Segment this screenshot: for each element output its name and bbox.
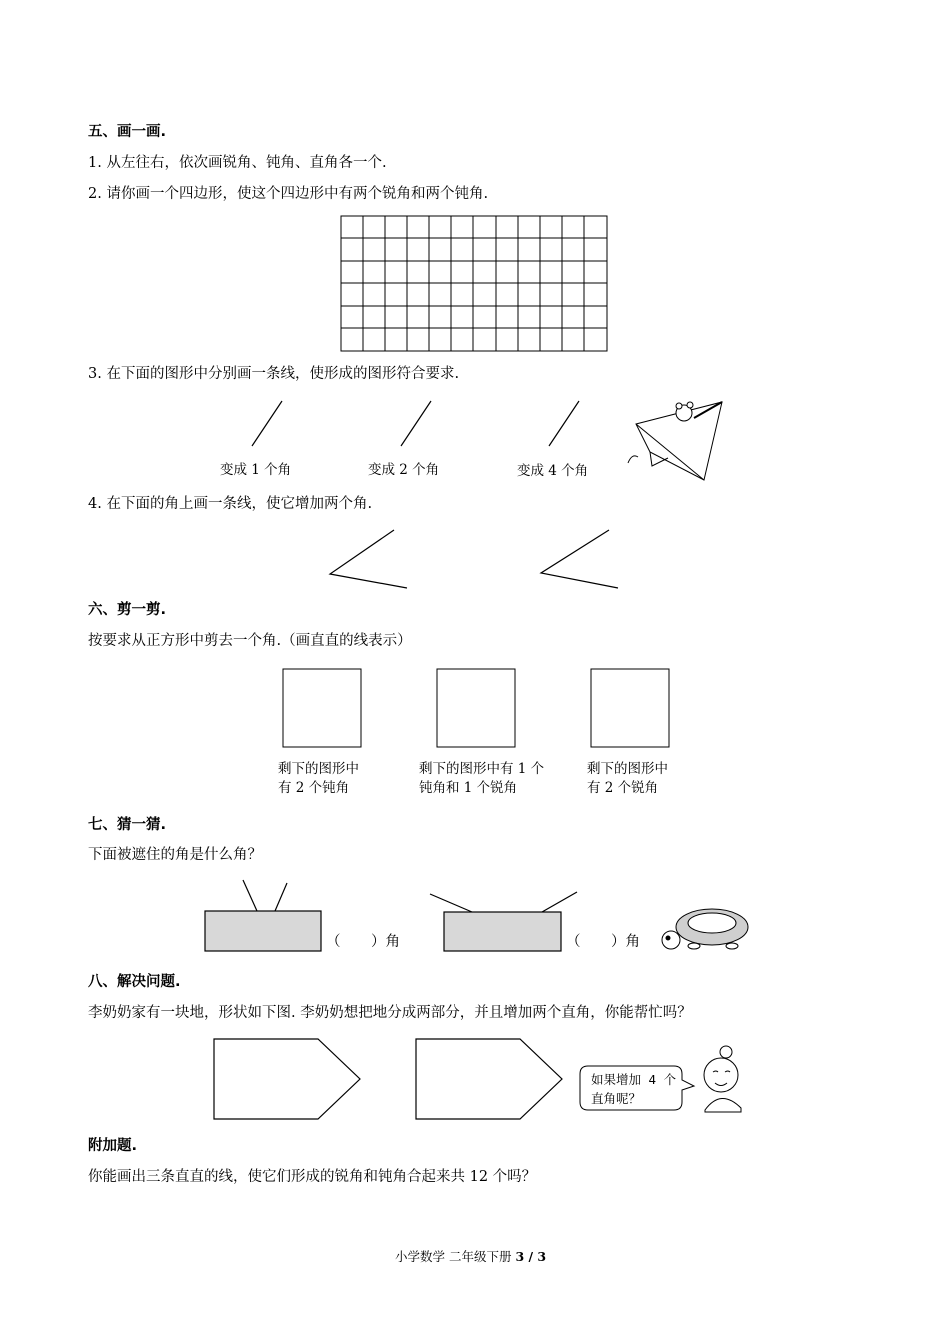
q3-line-1	[252, 401, 282, 446]
q3-label-2: 变成 2 个角	[368, 462, 440, 478]
q3-label-1: 变成 1 个角	[220, 462, 292, 478]
bonus-title: 附加题.	[88, 1138, 138, 1154]
q3-label-3: 变成 4 个角	[517, 463, 589, 479]
square-grid	[341, 216, 607, 351]
section6-instruction: 按要求从正方形中剪去一个角.（画直直的线表示）	[88, 633, 412, 649]
q2-text: 2. 请你画一个四边形，使这个四边形中有两个锐角和两个钝角.	[88, 186, 489, 202]
speech-line-1: 如果增加 4 个	[591, 1072, 677, 1087]
answer-blank-1-open: （	[326, 934, 341, 950]
caption-2-line-2: 钝角和 1 个锐角	[419, 780, 518, 796]
land-shape-1	[214, 1039, 360, 1119]
q3-line-3	[549, 401, 579, 446]
q3-lines	[252, 401, 579, 446]
q3-line-2	[401, 401, 431, 446]
section8-question: 李奶奶家有一块地，形状如下图. 李奶奶想把地分成两部分，并且增加两个直角，你能帮忙吗？	[88, 1005, 692, 1021]
caption-2-line-1: 剩下的图形中有 1 个	[419, 761, 545, 777]
q4-angles	[330, 530, 618, 588]
q4-angle-2	[541, 530, 618, 588]
section7-title: 七、猜一猜.	[88, 817, 167, 833]
square-3	[591, 669, 669, 747]
page-number: 3 / 3	[515, 1249, 547, 1264]
section7-question: 下面被遮住的角是什么角？	[88, 847, 262, 863]
footer-text: 小学数学 二年级下册	[395, 1249, 516, 1264]
page-footer	[395, 1248, 546, 1266]
caption-3-line-1: 剩下的图形中	[587, 761, 668, 777]
caption-1-line-1: 剩下的图形中	[278, 761, 359, 777]
q1-text: 1. 从左往右，依次画锐角、钝角、直角各一个.	[88, 155, 387, 171]
q4-angle-1	[330, 530, 407, 588]
q4-text: 4. 在下面的角上画一条线，使它增加两个角.	[88, 496, 373, 512]
bonus-question: 你能画出三条直直的线，使它们形成的锐角和钝角合起来共 12 个吗？	[88, 1169, 537, 1185]
answer-blank-2-close: ）角	[611, 934, 640, 950]
turtle-illustration	[662, 909, 748, 949]
land-shapes	[214, 1039, 562, 1119]
land-shape-2	[416, 1039, 562, 1119]
grandma-illustration	[704, 1046, 741, 1112]
covered-angle-1	[205, 880, 321, 951]
paper-plane-illustration	[628, 402, 722, 480]
covered-angle-2	[430, 892, 577, 951]
q3-text: 3. 在下面的图形中分别画一条线，使形成的图形符合要求.	[88, 366, 460, 382]
section8-title: 八、解决问题.	[88, 974, 181, 990]
speech-line-2: 直角呢？	[591, 1091, 642, 1106]
square-1	[283, 669, 361, 747]
answer-blank-2-open: （	[566, 934, 581, 950]
caption-3-line-2: 有 2 个锐角	[587, 780, 659, 796]
square-2	[437, 669, 515, 747]
answer-blank-1-close: ）角	[371, 934, 400, 950]
section5-title: 五、画一画.	[88, 124, 167, 140]
cut-squares	[283, 669, 669, 747]
caption-1-line-2: 有 2 个钝角	[278, 780, 350, 796]
section6-title: 六、剪一剪.	[88, 602, 167, 618]
